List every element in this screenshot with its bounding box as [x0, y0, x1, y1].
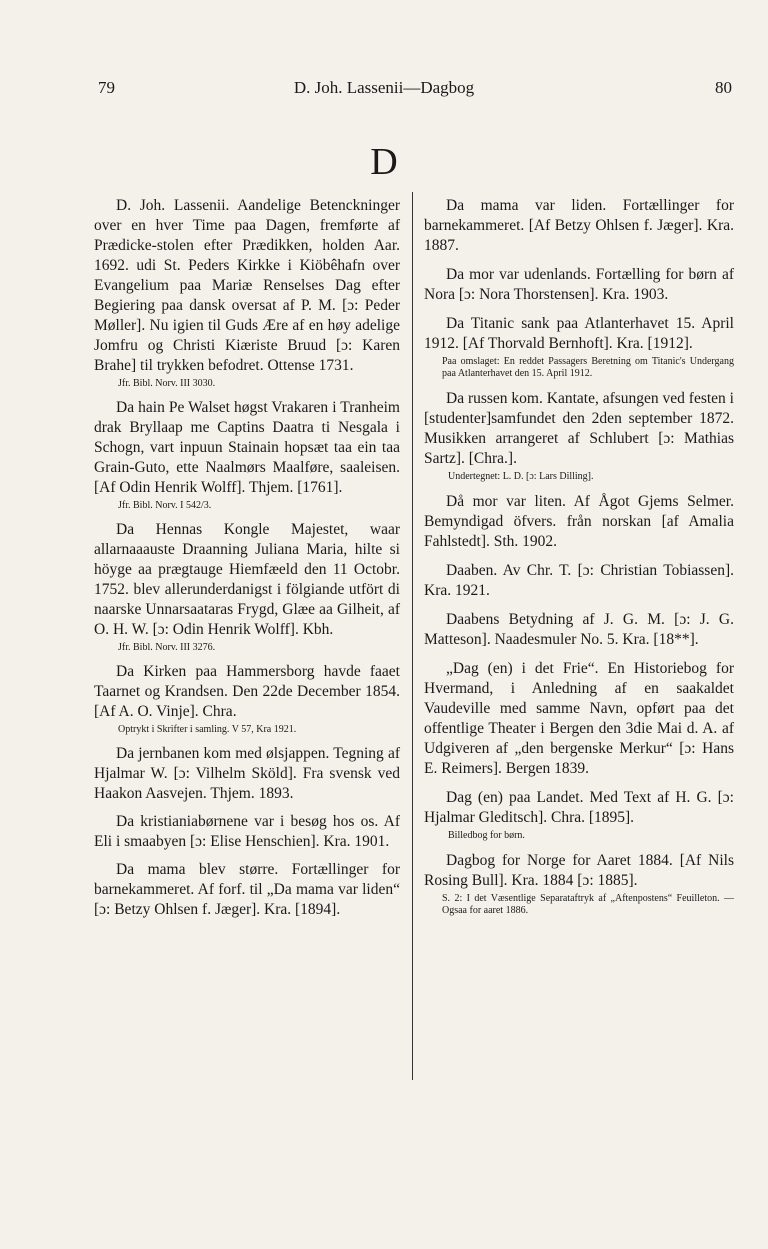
- bibliography-entry: [94, 812, 400, 852]
- entry-note: S. 2: I det Væsentlige Separataftryk af „Aftenpostens“ Feuilleton. — Ogsaa for aaret 1886.: [442, 893, 734, 916]
- entry-text: Da mama var liden. Fortællinger for barnekammeret. [Af Betzy Ohlsen f. Jæger]. Kra. 1887.: [424, 197, 734, 254]
- entry-text: Da russen kom. Kantate, afsungen ved festen i [studenter]samfundet den 2den september 1872. Musikken arrangeret af Schlubert [ɔ: Mathias Sartz]. [Chra.].: [424, 390, 734, 467]
- bibliography-entry: [424, 788, 734, 842]
- bibliography-entry: [424, 659, 734, 779]
- section-letter: D: [370, 141, 398, 183]
- entry-note: Jfr. Bibl. Norv. I 542/3.: [118, 500, 212, 511]
- entry-text: Da kristianiabørnene var i besøg hos os. Af Eli i smaabyen [ɔ: Elise Henschien]. Kra. 1901.: [94, 813, 400, 850]
- bibliography-entry: [424, 851, 734, 917]
- entry-note: Optrykt i Skrifter i samling. V 57, Kra 1921.: [118, 724, 297, 735]
- entry-text: Dag (en) paa Landet. Med Text af H. G. [ɔ: Hjalmar Gleditsch]. Chra. [1895].: [424, 789, 734, 826]
- bibliography-entry: [424, 314, 734, 380]
- entry-text: Da hain Pe Walset høgst Vrakaren i Tranheim drak Bryllaap me Captins Daatra ti Nesgala i Schogn, vart inpuun Stainain hopsæt taa ein taa Grain-Guto, ette Naalmørs Maalføre, saaleisen. [Af Odin Henrik Wolff]. Thjem. [1761].: [94, 399, 400, 496]
- bibliography-entry: [424, 196, 734, 256]
- entry-text: Da mor var udenlands. Fortælling for børn af Nora [ɔ: Nora Thorstensen]. Kra. 1903.: [424, 266, 734, 303]
- bibliography-entry: [424, 561, 734, 601]
- bibliography-entry: [94, 520, 400, 654]
- entry-text: Då mor var liten. Af Ågot Gjems Selmer. Bemyndigad öfvers. från norskan [af Amalia Fahlstedt]. Sth. 1902.: [424, 493, 734, 550]
- entry-text: „Dag (en) i det Frie“. En Historiebog for Hvermand, i Anledning af en saakaldet Vaudeville med samme Navn, opført paa det offentlige Theater i Bergen den 3die Mai d. A. af Udgiveren af „den bergenske Merkur“ [ɔ: Hans E. Reimers]. Bergen 1839.: [424, 660, 734, 777]
- entry-text: Dagbog for Norge for Aaret 1884. [Af Nils Rosing Bull]. Kra. 1884 [ɔ: 1885].: [424, 852, 734, 889]
- left-page-number: 79: [98, 78, 115, 97]
- entry-note: Paa omslaget: En reddet Passagers Beretning om Titanic's Undergang paa Atlanterhavet den 15. April 1912.: [442, 356, 734, 379]
- entry-text: Daaben. Av Chr. T. [ɔ: Christian Tobiassen]. Kra. 1921.: [424, 562, 734, 599]
- bibliography-entry: [94, 398, 400, 512]
- running-title: D. Joh. Lassenii—Dagbog: [293, 78, 475, 97]
- page-header: [0, 78, 768, 102]
- bibliography-entry: [424, 610, 734, 650]
- entry-text: Da jernbanen kom med ølsjappen. Tegning af Hjalmar W. [ɔ: Vilhelm Sköld]. Fra svensk ved Haakon Aasvejen. Thjem. 1893.: [94, 745, 400, 802]
- entry-note: Jfr. Bibl. Norv. III 3276.: [118, 642, 216, 653]
- right-column: [424, 196, 734, 926]
- bibliography-entry: [94, 196, 400, 390]
- left-column: [94, 196, 400, 928]
- entry-note: Undertegnet: L. D. [ɔ: Lars Dilling].: [448, 471, 594, 482]
- bibliography-entry: [424, 265, 734, 305]
- bibliography-entry: [94, 662, 400, 736]
- entry-text: Da Titanic sank paa Atlanterhavet 15. April 1912. [Af Thorvald Bernhoft]. Kra. [1912].: [424, 315, 734, 352]
- bibliography-entry: [424, 492, 734, 552]
- entry-note: Jfr. Bibl. Norv. III 3030.: [118, 378, 216, 389]
- right-page-number: 80: [715, 78, 732, 97]
- entry-text: Da Kirken paa Hammersborg havde faaet Taarnet og Krandsen. Den 22de December 1854. [Af A. O. Vinje]. Chra.: [94, 663, 400, 720]
- column-divider: [412, 192, 413, 1080]
- bibliography-entry: [94, 744, 400, 804]
- entry-note: Billedbog for børn.: [448, 830, 525, 841]
- entry-text: D. Joh. Lassenii. Aandelige Betenckninger over en hver Time paa Dagen, fremførte af Prædicke-stolen efter Prædikken, holden Aar. 1692. udi St. Peders Kirkke i Kiöbêhafn over Evangelium paa Mariæ Renselses Dag efter Begiering paa dansk oversat af P. M. [ɔ: Peder Møller]. Nu igien til Guds Ære af en høy adelige Jomfru og Christi Kiæriste Bruud [ɔ: Karen Brahe] til trykken befodret. Ottense 1731.: [94, 197, 400, 374]
- entry-text: Daabens Betydning af J. G. M. [ɔ: J. G. Matteson]. Naadesmuler No. 5. Kra. [18**].: [424, 611, 734, 648]
- bibliography-entry: [94, 860, 400, 920]
- bibliography-entry: [424, 389, 734, 483]
- entry-text: Da Hennas Kongle Majestet, waar allarnaaauste Draanning Juliana Maria, hilte si höyge aa prægtauge Hiemfæeld den 11 Octobr. 1752. blev allerunderdanigst i fölgiande utfört di naarske Unnarsaataras Frygd, Glæe aa Gilheit, af O. H. W. [ɔ: Odin Henrik Wolff]. Kbh.: [94, 521, 400, 638]
- entry-text: Da mama blev større. Fortællinger for barnekammeret. Af forf. til „Da mama var liden“ [ɔ: Betzy Ohlsen f. Jæger]. Kra. [1894].: [94, 861, 400, 918]
